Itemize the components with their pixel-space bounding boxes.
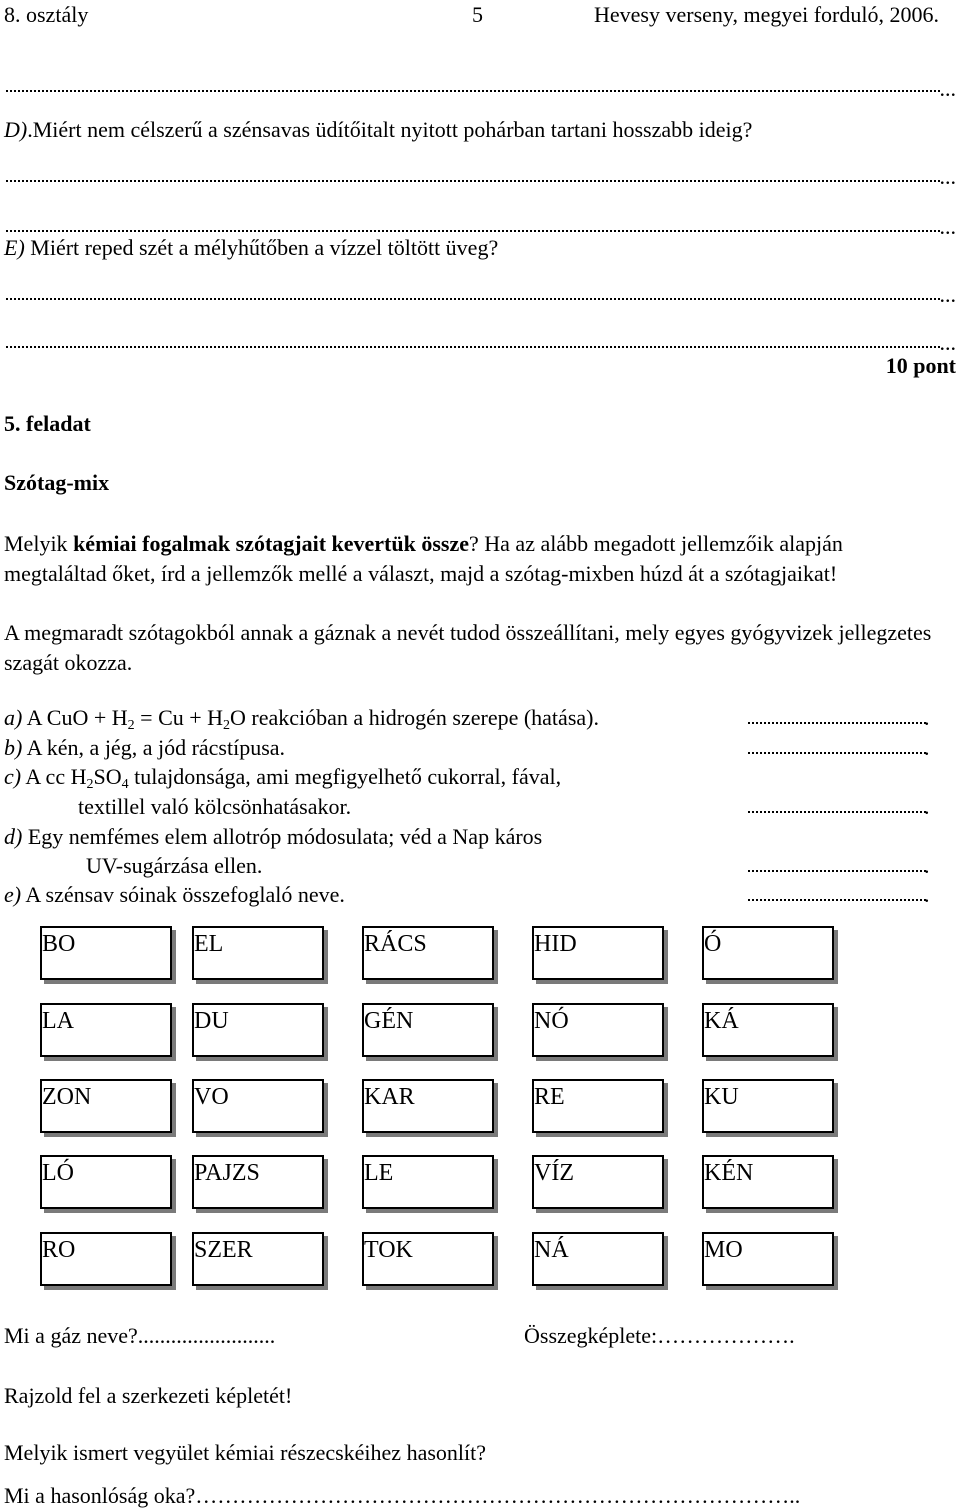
task-number: 5. feladat bbox=[4, 411, 91, 436]
item-d-letter: d) bbox=[4, 824, 23, 849]
item-d-text: Egy nemfémes elem allotróp módosulata; véd a Nap káros bbox=[22, 824, 543, 849]
answer-line-end: ... bbox=[939, 76, 956, 101]
syllable-box bbox=[532, 1232, 664, 1286]
item-c-text2: SO bbox=[93, 764, 122, 789]
points: 10 pont bbox=[885, 353, 956, 378]
question-d-text: .Miért nem célszerű a szénsavas üdítőitalt nyitott pohárban tartani hosszabb ideig? bbox=[27, 117, 753, 142]
answer-line-e-end: . bbox=[924, 882, 930, 907]
syllable-box bbox=[702, 926, 834, 980]
answer-line-e bbox=[748, 895, 926, 901]
syllable-text: GÉN bbox=[364, 1008, 414, 1034]
syllable-box bbox=[40, 1232, 172, 1286]
header-page-number: 5 bbox=[472, 2, 483, 27]
item-d bbox=[4, 826, 542, 848]
syllable-box bbox=[532, 926, 664, 980]
syllable-box bbox=[192, 1003, 324, 1057]
syllable-box bbox=[40, 1003, 172, 1057]
similarity-dots: ……………………………………………………………………….. bbox=[195, 1483, 801, 1508]
question-e-text: Miért reped szét a mélyhűtőben a vízzel töltött üveg? bbox=[24, 235, 499, 260]
syllable-text: LÓ bbox=[42, 1160, 74, 1186]
syllable-text: RÁCS bbox=[364, 931, 427, 957]
task-title: Szótag-mix bbox=[4, 470, 110, 495]
syllable-text: SZER bbox=[194, 1237, 253, 1263]
item-a-letter: a) bbox=[4, 705, 23, 730]
syllable-text: NÁ bbox=[534, 1237, 569, 1263]
formula-label: Összegképlete: bbox=[524, 1323, 658, 1348]
syllable-box bbox=[362, 1079, 494, 1133]
syllable-box bbox=[192, 1232, 324, 1286]
item-c-line2: textillel való kölcsönhatásakor. bbox=[78, 794, 352, 819]
task-intro-bold: kémiai fogalmak szótagjait kevertük össze bbox=[73, 531, 470, 556]
item-b-text: A kén, a jég, a jód rácstípusa. bbox=[22, 735, 286, 760]
item-b bbox=[4, 737, 285, 759]
syllable-text: PAJZS bbox=[194, 1160, 260, 1186]
item-c-text3: tulajdonsága, ami megfigyelhető cukorral, fával, bbox=[128, 764, 562, 789]
draw-instruction: Rajzold fel a szerkezeti képletét! bbox=[4, 1383, 293, 1408]
syllable-box bbox=[362, 926, 494, 980]
task-intro2: A megmaradt szótagokból annak a gáznak a nevét tudod összeállítani, mely egyes gyógyvizek jellegzetes szagát okozza. bbox=[4, 620, 932, 675]
item-c bbox=[4, 764, 562, 792]
item-c-text1: A cc H bbox=[21, 764, 87, 789]
answer-line-b-end: . bbox=[924, 735, 930, 760]
item-a-text1: A CuO + H bbox=[22, 705, 128, 730]
syllable-text: DU bbox=[194, 1008, 229, 1034]
syllable-box bbox=[40, 1155, 172, 1209]
answer-line-c bbox=[748, 807, 926, 813]
question-d-letter: D) bbox=[4, 117, 28, 142]
syllable-text: LA bbox=[42, 1008, 74, 1034]
similarity-label: Mi a hasonlóság oka? bbox=[4, 1483, 196, 1508]
answer-line-end: ... bbox=[939, 214, 956, 239]
syllable-box bbox=[362, 1003, 494, 1057]
syllable-box bbox=[532, 1155, 664, 1209]
syllable-box bbox=[192, 926, 324, 980]
syllable-box bbox=[702, 1079, 834, 1133]
syllable-text: Ó bbox=[704, 931, 722, 957]
syllable-box bbox=[702, 1155, 834, 1209]
syllable-text: KAR bbox=[364, 1084, 415, 1110]
answer-line-c-end: . bbox=[924, 794, 930, 819]
answer-line-d bbox=[748, 866, 926, 872]
task-intro-pre: Melyik bbox=[4, 531, 74, 556]
syllable-box bbox=[702, 1003, 834, 1057]
item-b-letter: b) bbox=[4, 735, 23, 760]
item-a-sub1: 2 bbox=[127, 718, 135, 733]
answer-line bbox=[6, 292, 940, 300]
item-c-sub2: 4 bbox=[121, 777, 129, 792]
syllable-text: EL bbox=[194, 931, 224, 957]
similar-question: Melyik ismert vegyület kémiai részecskéihez hasonlít? bbox=[4, 1440, 487, 1465]
syllable-text: VÍZ bbox=[534, 1160, 574, 1186]
answer-line bbox=[6, 174, 940, 182]
task-intro bbox=[4, 529, 934, 589]
syllable-text: VO bbox=[194, 1084, 229, 1110]
answer-line bbox=[6, 84, 940, 92]
formula-end: . bbox=[789, 1323, 795, 1348]
syllable-box bbox=[362, 1155, 494, 1209]
answer-line-a-end: . bbox=[924, 705, 930, 730]
answer-line-d-end: . bbox=[924, 853, 930, 878]
syllable-text: HID bbox=[534, 931, 577, 957]
item-c-sub1: 2 bbox=[86, 777, 94, 792]
syllable-box bbox=[40, 1079, 172, 1133]
formula-question bbox=[524, 1325, 795, 1347]
syllable-box bbox=[702, 1232, 834, 1286]
item-d-line2: UV-sugárzása ellen. bbox=[86, 853, 263, 878]
formula-dots: ……………… bbox=[657, 1323, 790, 1348]
syllable-text: RO bbox=[42, 1237, 76, 1263]
syllable-text: TOK bbox=[364, 1237, 413, 1263]
answer-line bbox=[6, 224, 940, 232]
item-c-letter: c) bbox=[4, 764, 22, 789]
item-e bbox=[4, 884, 345, 906]
answer-line-end: ... bbox=[939, 164, 956, 189]
answer-line-end: ... bbox=[939, 330, 956, 355]
item-e-text: A szénsav sóinak összefoglaló neve. bbox=[21, 882, 345, 907]
header-class: 8. osztály bbox=[4, 2, 89, 27]
syllable-text: MO bbox=[704, 1237, 743, 1263]
answer-line-b bbox=[748, 748, 926, 754]
syllable-box bbox=[362, 1232, 494, 1286]
item-a-text3: O reakcióban a hidrogén szerepe (hatása). bbox=[230, 705, 599, 730]
task-intro-post: ? Ha az alább megadott jellemzőik alapján megtaláltad őket, írd a jellemzők mellé a választ, majd a szótag-mixben húzd át a szótagjaikat! bbox=[4, 531, 843, 586]
syllable-text: NÓ bbox=[534, 1008, 569, 1034]
item-e-letter: e) bbox=[4, 882, 22, 907]
syllable-text: KÁ bbox=[704, 1008, 739, 1034]
syllable-text: KU bbox=[704, 1084, 739, 1110]
syllable-text: ZON bbox=[42, 1084, 92, 1110]
question-e-letter: E) bbox=[4, 235, 25, 260]
gas-name-question: Mi a gáz neve?......................... bbox=[4, 1323, 276, 1348]
syllable-text: LE bbox=[364, 1160, 394, 1186]
syllable-text: RE bbox=[534, 1084, 565, 1110]
syllable-box bbox=[532, 1079, 664, 1133]
item-a-sub2: 2 bbox=[223, 718, 231, 733]
syllable-box bbox=[192, 1079, 324, 1133]
syllable-box bbox=[532, 1003, 664, 1057]
answer-line bbox=[6, 340, 940, 348]
question-e bbox=[4, 237, 498, 259]
item-a-text2: = Cu + H bbox=[134, 705, 224, 730]
syllable-text: BO bbox=[42, 931, 76, 957]
item-a bbox=[4, 705, 599, 733]
header-competition: Hevesy verseny, megyei forduló, 2006. bbox=[594, 2, 939, 27]
question-d bbox=[4, 119, 752, 141]
syllable-box bbox=[40, 926, 172, 980]
answer-line-end: ... bbox=[939, 282, 956, 307]
syllable-text: KÉN bbox=[704, 1160, 754, 1186]
answer-line-a bbox=[748, 718, 926, 724]
syllable-box bbox=[192, 1155, 324, 1209]
similarity-question bbox=[4, 1485, 800, 1507]
